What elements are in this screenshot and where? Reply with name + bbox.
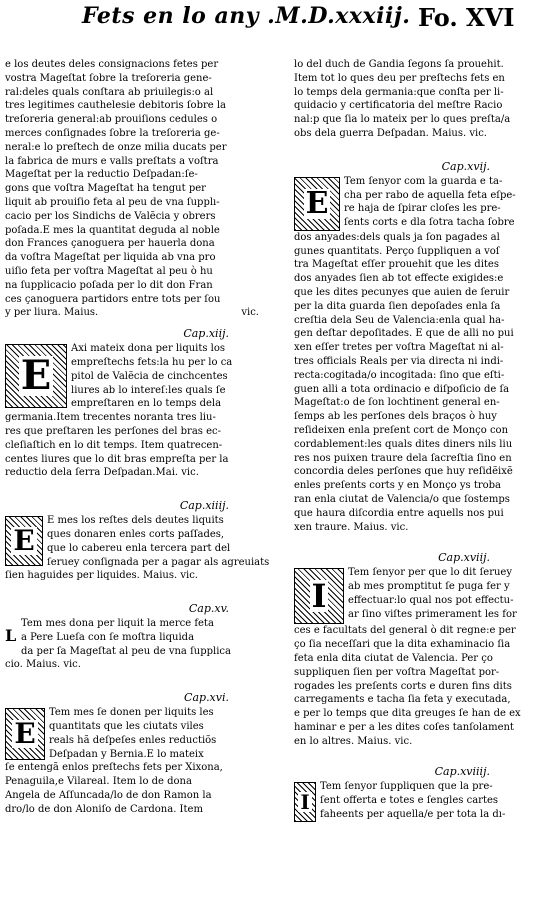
text-line: poſada.E mes la quantitat deguda al noble xyxy=(5,224,220,236)
chapter-19-block xyxy=(294,780,550,822)
chapter-19-heading: Cap.xviiij. xyxy=(434,765,490,779)
text-line: quidacio y certificatoria del meſtre Racio xyxy=(294,100,503,112)
folio-number: Fo. XVI xyxy=(418,3,515,32)
text-line: creſtia dela Seu de Valencia:enla qual ha- xyxy=(294,314,505,326)
right-column xyxy=(294,58,550,906)
text-line: carregaments e tacha ſia feta y executada, xyxy=(294,694,511,706)
text-line: centes liures que lo dit bras empreſta per la xyxy=(5,453,229,465)
text-line: res nos puixen traure dela ſacreſtia ſino en xyxy=(294,452,512,464)
text-line: ſents corts e dla ſotra tacha ſobre xyxy=(344,217,515,229)
decorated-initial-i: I xyxy=(294,568,344,624)
text-line: gunes quantitats. Perço ſuppliquen a voſ xyxy=(294,245,500,257)
text-line: ſemps ab les perſones dels braços ò huy xyxy=(294,411,497,423)
chapter-16-text xyxy=(5,761,271,816)
chapter-18-boxed-lines xyxy=(348,566,550,621)
text-line: enles preſents corts y en Monço ys troba xyxy=(294,480,502,492)
text-line: quantitats que les ciutats viles xyxy=(49,721,204,733)
chapter-18-block xyxy=(294,566,550,624)
text-line: ſent offerta e totes e ſengles cartes xyxy=(320,795,499,807)
chapter-13-boxed-lines xyxy=(71,342,271,411)
chapter-16-heading: Cap.xvi. xyxy=(184,691,229,705)
chapter-14-heading: Cap.xiiij. xyxy=(179,499,229,513)
text-line: Tem ſenyor per que lo dit ſeruey xyxy=(348,567,512,579)
chapter-15-heading: Cap.xv. xyxy=(188,602,229,616)
text-line: dro/lo de don Aloniſo de Cardona. Item xyxy=(5,803,203,815)
page-header xyxy=(0,0,555,40)
left-intro-paragraph xyxy=(5,58,271,320)
text-line: ran enla ciutat de Valencia/o que ſostemps xyxy=(294,493,510,505)
text-line: ço ſia neceſſari que la dita exhaminacio ſia xyxy=(294,639,511,651)
text-line: empreſtaren en lo temps dela xyxy=(71,398,222,410)
text-line: cio. Maius. vic. xyxy=(5,659,81,671)
chapter-14-text xyxy=(5,569,271,583)
text-line: rogades les preſents corts e duren fins dits xyxy=(294,680,512,692)
text-line: don Frances çanoguera per hauerla dona xyxy=(5,238,215,250)
decorated-initial-i: I xyxy=(294,782,316,822)
text-line: ces çanoguera partidors entre tots per ſou xyxy=(5,293,221,305)
text-line: a Pere Lueſa con ſe moſtra liquida xyxy=(21,631,195,643)
text-line: cleſiaſtich en lo dit temps. Item quatrecen- xyxy=(5,439,223,451)
text-line: haminar e per a les dites coſes tanſolament xyxy=(294,721,514,733)
text-line: xen eſſer tretes per voſtra Mageſtat ni al- xyxy=(294,342,504,354)
chapter-15-text xyxy=(5,658,271,672)
text-line: e per lo temps que dita greuges ſe han de ex xyxy=(294,708,521,720)
text-line: ar ſino viſtes primerament les for xyxy=(348,608,517,620)
text-line: tra Mageſtat eſſer prouehit que les dites xyxy=(294,259,499,271)
text-line: tres legitimes cauthelesie debitoris ſobre la xyxy=(5,100,227,112)
text-line: Deſpadan y Bernia.E lo mateix xyxy=(49,748,204,760)
chapter-17-block xyxy=(294,175,550,231)
decorated-initial-e: E xyxy=(5,516,43,566)
text-line: gen deſtar depoſitades. E que de alli no pui xyxy=(294,328,514,340)
text-line: la fabrica de murs e valls preſtats a voſtra xyxy=(5,155,219,167)
text-line: ab mes promptitut ſe puga fer y xyxy=(348,581,510,593)
chapter-17-boxed-lines xyxy=(344,175,550,230)
text-line: Mageſtat:o de ſon lochtinent general en- xyxy=(294,397,500,409)
text-line: guen alli a tota ordinacio e diſpoſicio de ſa xyxy=(294,383,510,395)
initial-letter-l: L xyxy=(5,626,17,646)
text-line: lo del duch de Gandia ſegons ſa prouehit. xyxy=(294,59,504,70)
right-intro-paragraph xyxy=(294,58,550,141)
text-line: vostra Mageſtat ſobre la treſoreria gene- xyxy=(5,72,212,84)
text-line: effectuar:lo qual nos pot effectu- xyxy=(348,594,514,606)
text-line: tres officials Reals per via directa ni indi- xyxy=(294,355,504,367)
text-line: pitol de Valẽcia de cinchcentes xyxy=(71,370,228,382)
text-line: suppliquen ſien per voſtra Mageſtat por- xyxy=(294,666,500,678)
chapter-15-block xyxy=(5,617,271,658)
chapter-13-text xyxy=(5,411,271,480)
text-line: ces e facultats del general ò dit regne:e per xyxy=(294,625,516,637)
text-line: liures ab lo intereſ:les quals ſe xyxy=(71,384,226,396)
text-line: cacio per los Sindichs de Valẽcia y obrers xyxy=(5,210,216,222)
text-line: cordablement:les quals dites diners nils liu xyxy=(294,438,513,450)
text-line: dos anyades:dels quals ja ſon pagades al xyxy=(294,231,500,243)
text-line: que lo cabereu enla tercera part del xyxy=(47,542,231,554)
chapter-13-heading: Cap.xiij. xyxy=(183,327,229,341)
text-line: Penaguila,e Vilareal. Item lo de dona xyxy=(5,776,192,788)
text-line: xen traure. Maius. vic. xyxy=(294,521,409,533)
text-line: na ſupplicacio poſada per lo dit don Fran xyxy=(5,279,213,291)
text-line: reals hã deſpeſes enles reductiõs xyxy=(49,734,217,746)
chapter-18-text xyxy=(294,624,550,748)
text-line: cha per rabo de aquella feta eſpe- xyxy=(344,189,516,201)
chapter-16-boxed-lines xyxy=(49,706,271,761)
chapter-17-heading: Cap.xvij. xyxy=(441,159,490,173)
text-line: liquit ab prouiſio feta al peu de vna ſupplı- xyxy=(5,196,220,208)
vic-mark: vic. xyxy=(241,307,259,319)
text-line: da voſtra Mageſtat per liquida ab vna pro xyxy=(5,252,216,264)
text-line: nal:p que ſia lo mateix per lo ques preſta/a xyxy=(294,114,511,126)
decorated-initial-e: E xyxy=(5,708,45,760)
chapter-13-block xyxy=(5,342,271,411)
text-line: ſe entengã enlos preſtechs fets per Xixona, xyxy=(5,762,223,774)
text-line: obs dela guerra Deſpadan. Maius. vic. xyxy=(294,127,487,139)
text-line: per la dita guarda ſien depoſades enla ſa xyxy=(294,300,501,312)
text-line: Axi mateix dona per liquits los xyxy=(71,343,226,355)
left-column xyxy=(5,58,271,906)
text-line xyxy=(5,306,271,320)
text-line: res que preſtaren les perſones del bras ec- xyxy=(5,425,222,437)
text-line: recta:cogitada/o incogitada: ſino que eſti- xyxy=(294,369,505,381)
text-line: dos anyades ſien ab tot effecte exigides:e xyxy=(294,273,504,285)
text-line: ſien haguides per liquides. Maius. vic. xyxy=(5,570,198,582)
text-line: Tem ſenyor ſuppliquen que la pre- xyxy=(320,781,493,793)
chapter-19-boxed-lines xyxy=(320,780,550,821)
text-line: re haja de ſpirar cloſes les pre- xyxy=(344,203,501,215)
text-line: lo temps dela germania:que conſta per li- xyxy=(294,86,504,98)
chapter-16-block xyxy=(5,706,271,761)
text-line: uiſio feta per voſtra Mageſtat al peu ò hu xyxy=(5,265,213,277)
chapter-18-heading: Cap.xviij. xyxy=(438,551,490,565)
text-line: ſeruey conſignada per a pagar als agreuiats xyxy=(47,556,270,568)
text-line: germania.Item trecentes noranta tres liu- xyxy=(5,412,216,424)
text-line: faheents per aquella/e per tota la dı- xyxy=(320,809,506,821)
running-title: Fets en lo any .M.D.xxxiij. xyxy=(82,3,411,29)
text-line: Angela de Aſſuncada/lo de don Ramon la xyxy=(5,790,212,802)
text-line: merces conſignades ſobre la treſoreria ge- xyxy=(5,127,220,139)
text-line: gons que voſtra Mageſtat ha tengut per xyxy=(5,183,206,195)
text-line: Tem ſenyor com la guarda e ta- xyxy=(344,175,503,187)
text-line: reductio dela ſerra Deſpadan.Mai. vic. xyxy=(5,467,199,479)
text-line: feta enla dita ciutat de Valencia. Per ço xyxy=(294,652,493,664)
chapter-14-boxed-lines xyxy=(47,514,271,569)
text-line: treſoreria general:ab prouiſions cedules o xyxy=(5,114,218,126)
text-line: E mes los reſtes dels deutes liquits xyxy=(47,515,224,527)
text-line: concordia deles perſones que huy reſidẽixẽ xyxy=(294,466,513,478)
text-line: e los deutes deles consignacions fetes per xyxy=(5,59,219,70)
text-line: en lo altres. Maius. vic. xyxy=(294,735,413,747)
decorated-initial-e: E xyxy=(294,177,340,231)
chapter-17-text xyxy=(294,231,550,535)
text-line: Tem mes dona per liquit la merce feta xyxy=(21,618,214,630)
text-line: Tem mes ſe donen per liquits les xyxy=(49,707,214,719)
text-line: reſideixen enla preſent cort de Monço con xyxy=(294,424,509,436)
text-line: neral:e lo preſtech de onze milia ducats per xyxy=(5,141,227,153)
chapter-15-boxed-lines xyxy=(21,617,271,658)
text-line: que les dites pecunyes que auien de ſeruir xyxy=(294,286,510,298)
decorated-initial-e: E xyxy=(5,344,67,408)
text-line-content: y per liura. Maius. xyxy=(5,307,99,319)
chapter-14-block xyxy=(5,514,271,569)
text-line: ques donaren enles corts paſſades, xyxy=(47,528,225,540)
text-line: Mageſtat per la reductio Deſpadan:ſe- xyxy=(5,169,198,181)
text-line: ral:deles quals conſtara ab priuilegis:o al xyxy=(5,86,214,98)
text-line: que haura diſcordia entre aquells nos pui xyxy=(294,507,504,519)
text-line: empreſtechs fets:la hu per lo ca xyxy=(71,356,233,368)
text-line: Item tot lo ques deu per preſtechs fets en xyxy=(294,72,505,84)
text-line: da per ſa Mageſtat al peu de vna ſupplica xyxy=(21,645,231,657)
